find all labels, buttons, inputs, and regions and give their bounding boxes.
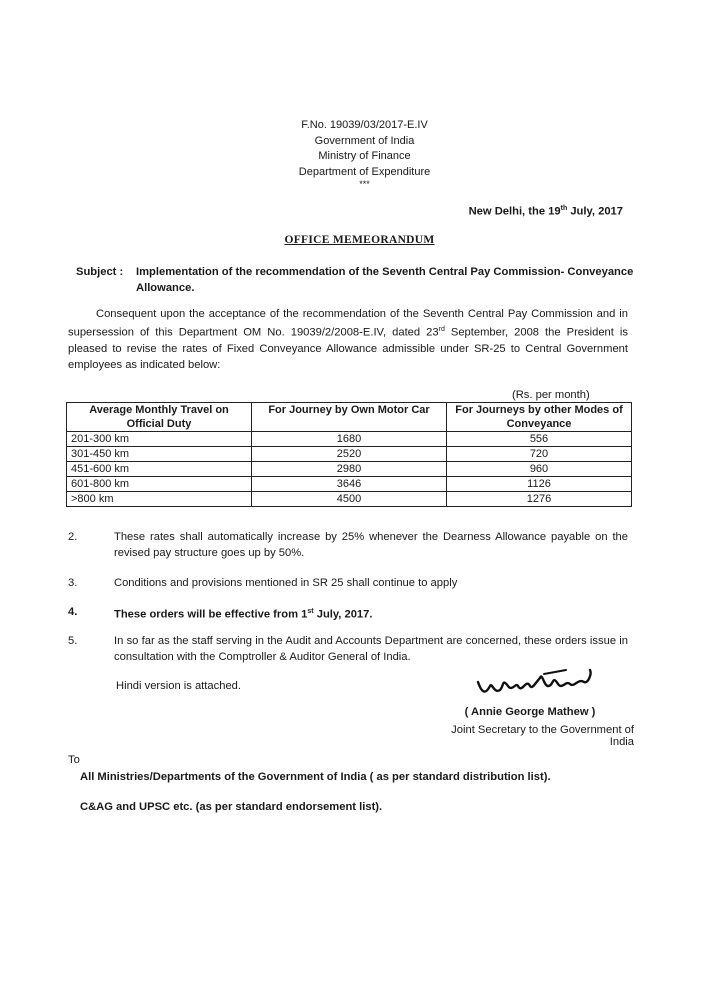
cell-motor-car: 2980 <box>252 462 447 477</box>
signatory-name: ( Annie George Mathew ) <box>464 706 596 718</box>
cell-distance: 601-800 km <box>67 477 252 492</box>
conveyance-rates-table <box>66 402 632 507</box>
subject-label: Subject : <box>76 266 124 278</box>
cell-distance: 301-450 km <box>67 447 252 462</box>
signatory-designation: Joint Secretary to the Government of India <box>451 724 634 748</box>
table-unit-note: (Rs. per month) <box>512 389 590 401</box>
column-header-travel: Average Monthly Travel on Official Duty <box>67 403 252 432</box>
cell-distance: 201-300 km <box>67 432 252 447</box>
header-department: Department of Expenditure <box>298 165 431 178</box>
cell-other-modes: 720 <box>447 447 632 462</box>
paragraph-text: In so far as the staff serving in the Audit and Accounts Department are concerned, these orders issue in consultation with the Comptroller & Auditor General of India. <box>114 635 628 663</box>
file-number: F.No. 19039/03/2017-E.IV <box>301 119 428 131</box>
document-header <box>0 118 719 189</box>
cell-other-modes: 1276 <box>447 492 632 507</box>
table-header-row <box>67 403 632 432</box>
cell-motor-car: 4500 <box>252 492 447 507</box>
paragraph-number: 3. <box>68 577 78 589</box>
subject-text: Implementation of the recommendation of the Seventh Central Pay Commission- Conveyance Allowance. <box>136 266 634 294</box>
header-separator: *** <box>359 179 370 189</box>
table-row <box>67 462 632 477</box>
to-label: To <box>68 754 80 766</box>
hindi-version-note: Hindi version is attached. <box>116 680 241 692</box>
place-date: New Delhi, the 19th July, 2017 <box>468 205 623 218</box>
cell-motor-car: 1680 <box>252 432 447 447</box>
table-row <box>67 432 632 447</box>
paragraph-4 <box>68 604 628 623</box>
signature-scribble <box>470 664 600 704</box>
column-header-other-modes: For Journeys by other Modes of Conveyance <box>447 403 632 432</box>
paragraph-text: These rates shall automatically increase by 25% whenever the Dearness Allowance payable on the revised pay structure goes up by 50%. <box>114 531 628 559</box>
paragraph-5 <box>68 633 628 665</box>
memo-title-text: OFFICE MEMEORANDUM <box>284 234 435 246</box>
paragraph-text: Conditions and provisions mentioned in SR 25 shall continue to apply <box>114 577 458 589</box>
paragraph-number: 4. <box>68 606 78 618</box>
cell-motor-car: 2520 <box>252 447 447 462</box>
table-row <box>67 447 632 462</box>
paragraph-1: Consequent upon the acceptance of the recommendation of the Seventh Central Pay Commission and in supersession of this Department OM No. 19039/2/2008-E.IV, dated 23rd September, 2008 the President is pleased to revise the rates of Fixed Conveyance Allowance admissible under SR-25 to Central Government employees as indicated below: <box>68 308 628 371</box>
paragraph-number: 2. <box>68 531 78 543</box>
cell-other-modes: 556 <box>447 432 632 447</box>
column-header-motor-car: For Journey by Own Motor Car <box>252 403 447 432</box>
paragraph-number: 5. <box>68 635 78 647</box>
distribution-line-1: All Ministries/Departments of the Government of India ( as per standard distribution list). <box>80 771 551 783</box>
paragraph-text: These orders will be effective from 1st July, 2017. <box>114 608 373 621</box>
header-government: Government of India <box>314 134 415 147</box>
cell-other-modes: 960 <box>447 462 632 477</box>
handwritten-signature <box>470 664 600 704</box>
cell-other-modes: 1126 <box>447 477 632 492</box>
table-row <box>67 492 632 507</box>
table-row <box>67 477 632 492</box>
cell-distance: 451-600 km <box>67 462 252 477</box>
paragraph-2 <box>68 529 628 561</box>
cell-distance: >800 km <box>67 492 252 507</box>
cell-motor-car: 3646 <box>252 477 447 492</box>
paragraph-3 <box>68 575 628 591</box>
header-ministry: Ministry of Finance <box>318 150 411 162</box>
memo-title <box>0 234 719 246</box>
distribution-line-2: C&AG and UPSC etc. (as per standard endorsement list). <box>80 801 383 813</box>
